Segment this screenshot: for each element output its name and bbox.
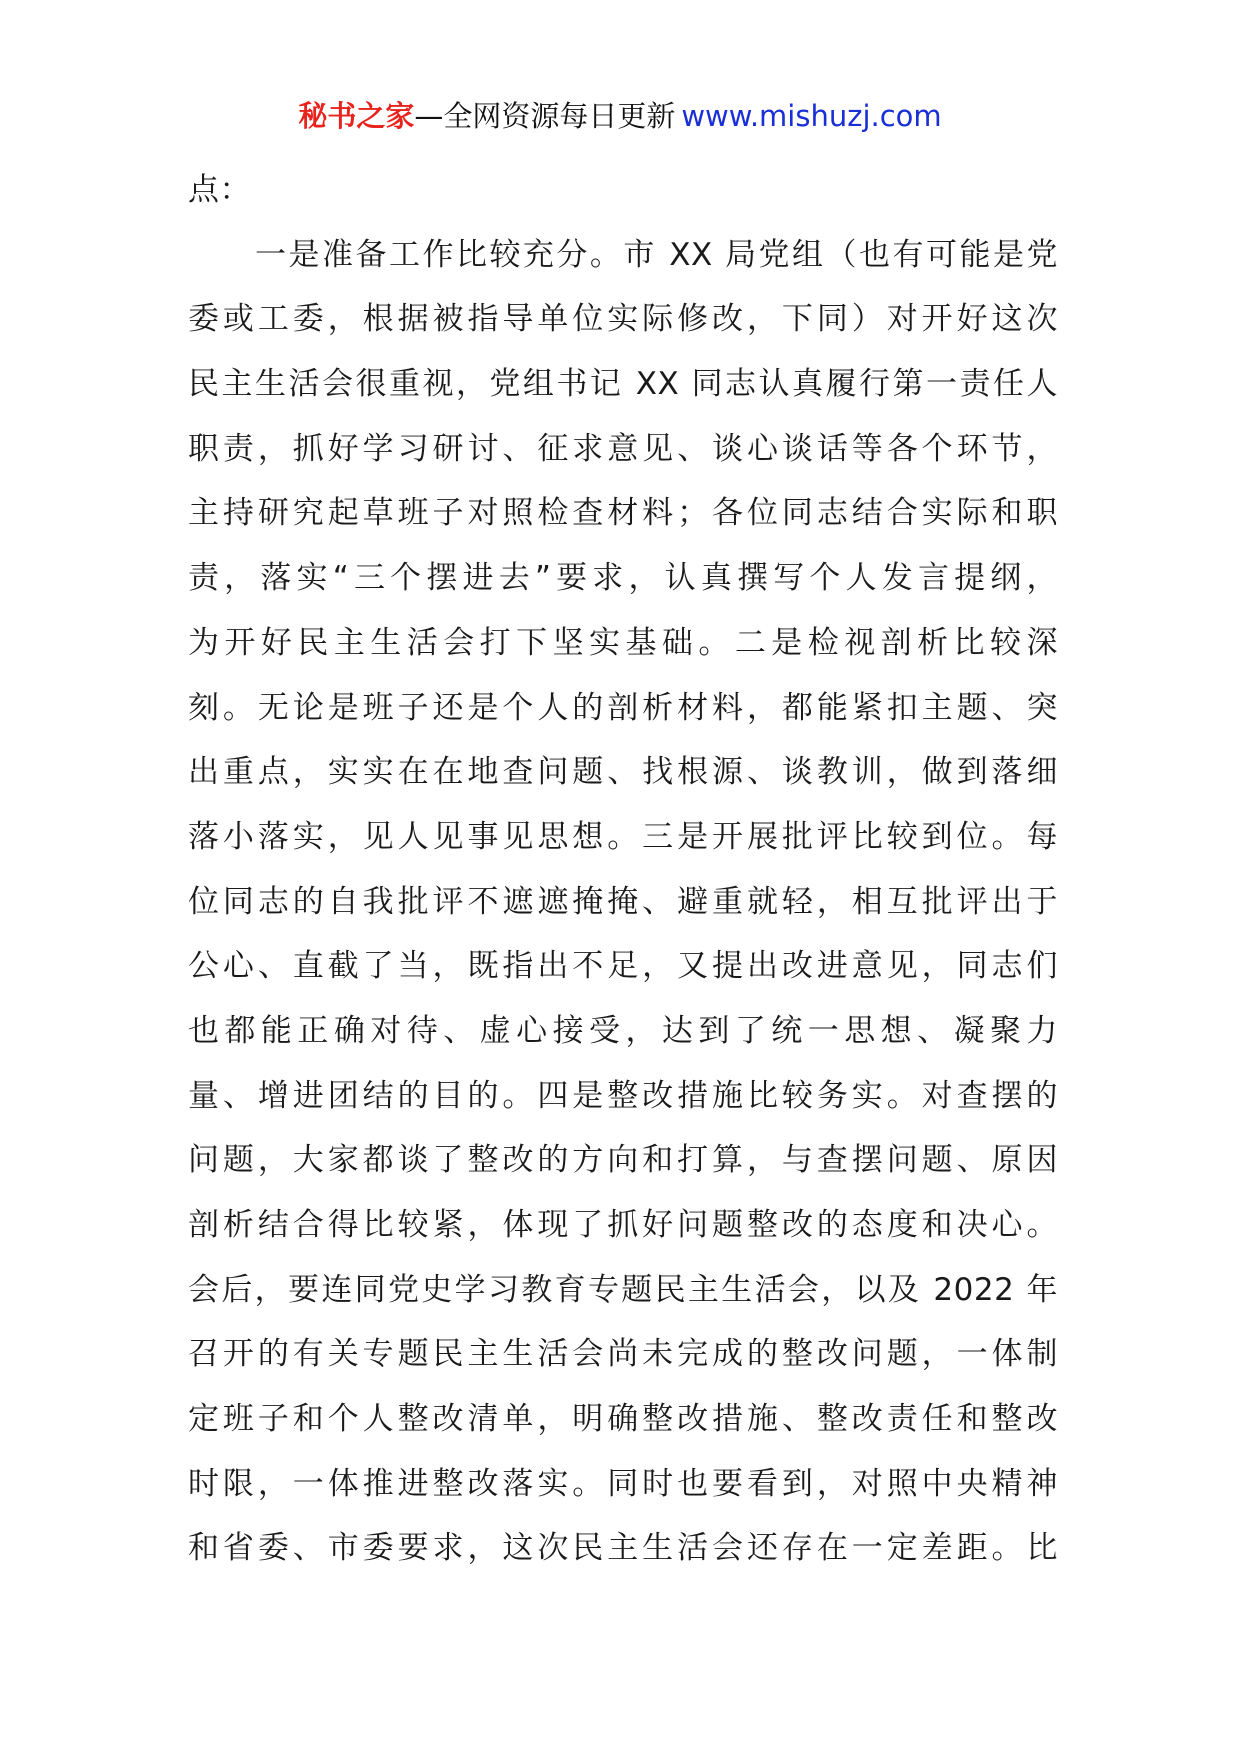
text-line: 公心、直截了当，既指出不足，又提出改进意见，同志们 <box>188 948 1058 985</box>
text-line: 量、增进团结的目的。四是整改措施比较务实。对查摆的 <box>188 1077 1058 1114</box>
text-line: 为开好民主生活会打下坚实基础。二是检视剖析比较深 <box>188 624 1058 661</box>
text-line: 点： <box>188 172 251 208</box>
text-line: 问题，大家都谈了整改的方向和打算，与查摆问题、原因 <box>188 1142 1058 1179</box>
text-line: 也都能正确对待、虚心接受，达到了统一思想、凝聚力 <box>188 1012 1058 1049</box>
body-text <box>188 158 1058 1581</box>
text-line: 落小落实，见人见事见思想。三是开展批评比较到位。每 <box>188 818 1058 855</box>
text-line: 位同志的自我批评不遮遮掩掩、避重就轻，相互批评出于 <box>188 883 1058 920</box>
text-line: 剖析结合得比较紧，体现了抓好问题整改的态度和决心。 <box>188 1207 1058 1243</box>
text-line: 主持研究起草班子对照检查材料；各位同志结合实际和职 <box>188 495 1058 532</box>
header-tagline: —全网资源每日更新 <box>414 99 676 133</box>
text-line: 和省委、市委要求，这次民主生活会还存在一定差距。比 <box>188 1530 1058 1567</box>
text-line: 责，落实“三个摆进去”要求，认真撰写个人发言提纲， <box>188 560 1058 597</box>
text-line: 职责，抓好学习研讨、征求意见、谈心谈话等各个环节， <box>188 430 1058 467</box>
site-url-link[interactable]: www.mishuzj.com <box>681 99 942 133</box>
text-line: 民主生活会很重视，党组书记 XX 同志认真履行第一责任人 <box>188 366 1058 403</box>
brand-name: 秘书之家 <box>298 99 415 133</box>
page-header <box>0 96 1240 136</box>
text-line: 会后，要连同党史学习教育专题民主生活会，以及 2022 年 <box>188 1271 1058 1308</box>
text-line: 召开的有关专题民主生活会尚未完成的整改问题，一体制 <box>188 1336 1058 1373</box>
text-line: 定班子和个人整改清单，明确整改措施、整改责任和整改 <box>188 1401 1058 1438</box>
text-line: 委或工委，根据被指导单位实际修改，下同）对开好这次 <box>188 301 1058 338</box>
text-line: 刻。无论是班子还是个人的剖析材料，都能紧扣主题、突 <box>188 689 1058 726</box>
text-line: 一是准备工作比较充分。市 XX 局党组（也有可能是党 <box>255 236 1058 273</box>
text-line: 出重点，实实在在地查问题、找根源、谈教训，做到落细 <box>188 754 1058 791</box>
text-line: 时限，一体推进整改落实。同时也要看到，对照中央精神 <box>188 1465 1058 1502</box>
